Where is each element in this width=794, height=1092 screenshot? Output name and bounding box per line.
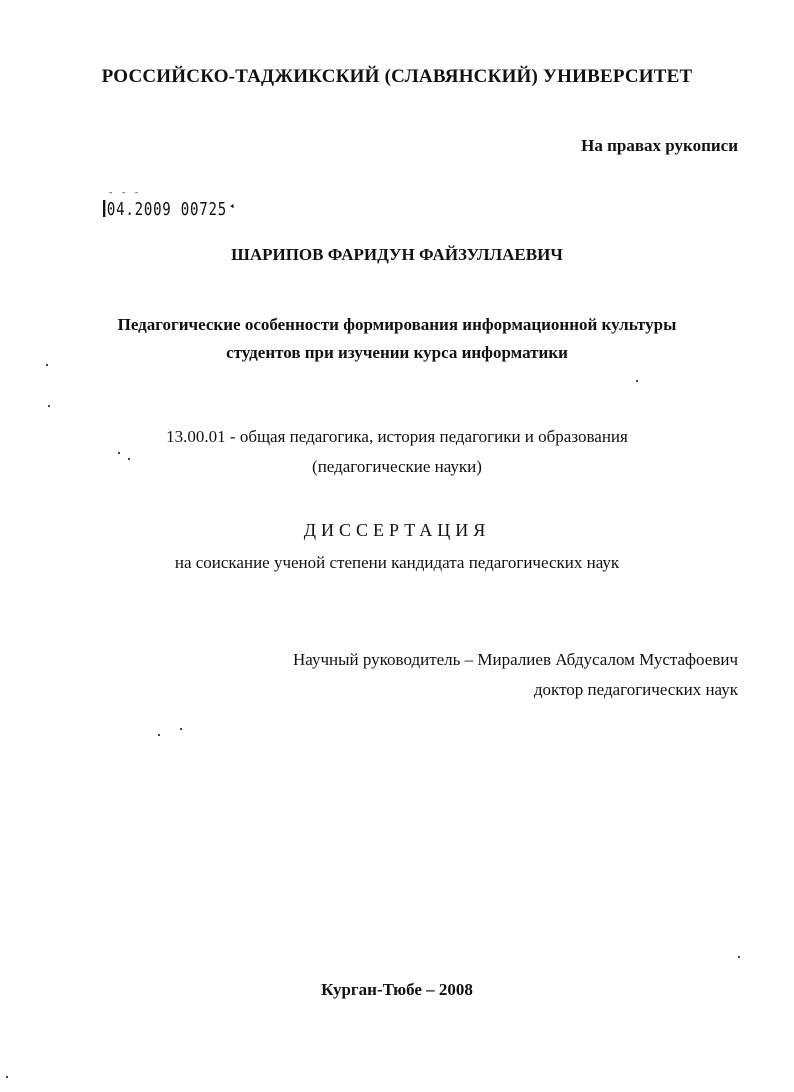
scan-speck: [738, 956, 740, 958]
scan-speck: [46, 364, 48, 366]
city-year: Курган-Тюбе – 2008: [321, 980, 473, 999]
thesis-title-line-2: студентов при изучении курса информатики: [226, 343, 568, 362]
stamp-number: 04.2009 00725: [106, 199, 227, 220]
scan-speck: [48, 405, 50, 407]
university-name: РОССИЙСКО-ТАДЖИКСКИЙ (СЛАВЯНСКИЙ) УНИВЕРСИТЕТ: [101, 66, 693, 87]
specialty-code: 13.00.01 - общая педагогика, история педагогики и образования: [166, 427, 628, 446]
scan-speck: [180, 728, 182, 730]
scan-speck: [118, 452, 120, 454]
stamp-bar-mark: [103, 200, 105, 217]
scan-speck: [636, 380, 638, 382]
stamp-tick-mark: ◂: [229, 199, 236, 212]
document-type-heading: ДИССЕРТАЦИЯ: [303, 520, 491, 540]
degree-purpose: на соискание ученой степени кандидата педагогических наук: [174, 553, 620, 572]
scan-speck: [158, 734, 160, 736]
specialty-science: (педагогические науки): [312, 457, 482, 476]
thesis-title-line-1: Педагогические особенности формирования информационной культуры: [117, 315, 677, 334]
supervisor-degree: доктор педагогических наук: [533, 680, 738, 699]
scan-speck: [128, 458, 130, 460]
stamp-prefix-marks: - - -: [108, 188, 141, 198]
author-name: ШАРИПОВ ФАРИДУН ФАЙЗУЛЛАЕВИЧ: [231, 245, 563, 264]
manuscript-rights-label: На правах рукописи: [581, 136, 738, 155]
scan-speck: [6, 1076, 8, 1078]
scientific-supervisor: Научный руководитель – Миралиев Абдусалом Мустафоевич: [292, 650, 738, 669]
registration-stamp: [103, 199, 235, 220]
